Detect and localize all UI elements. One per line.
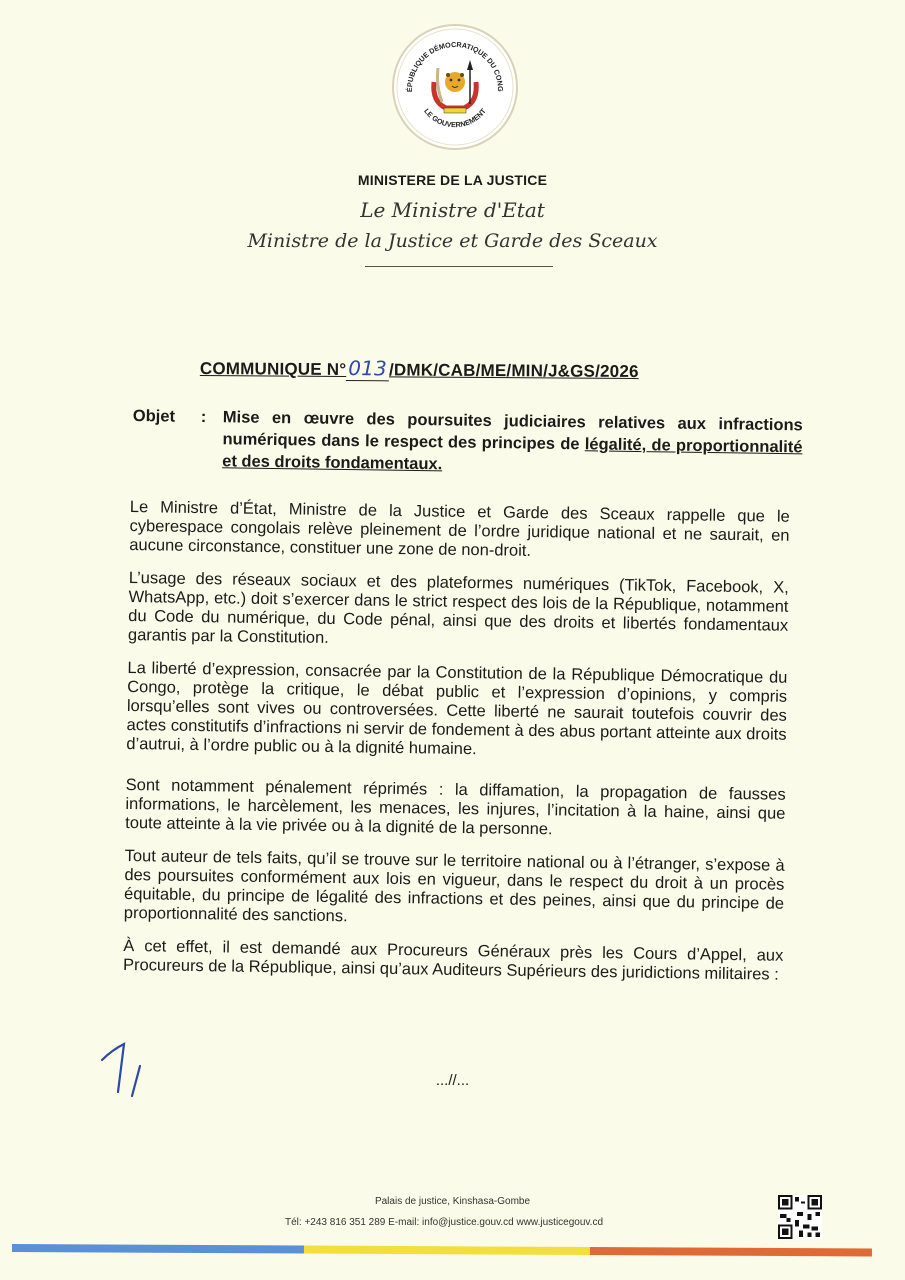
communique-number: 013 <box>346 356 389 381</box>
government-seal-graphic <box>390 22 520 152</box>
communique-reference: /DMK/CAB/ME/MIN/J&GS/2026 <box>388 360 639 382</box>
flag-bar-red <box>590 1247 872 1256</box>
seal-arc-bottom: LE GOUVERNEMENT <box>422 106 488 130</box>
flag-bar-yellow <box>304 1246 590 1255</box>
paragraph: Le Ministre d’État, Ministre de la Justice et Garde des Sceaux rappelle que le cyberespace congolais relève pleinement de l’ordre juridique national et ne saurait, en aucune circonstance, constituer une zone de non-droit. <box>129 498 790 560</box>
flag-color-bar <box>12 1244 872 1257</box>
subject-label: Objet <box>132 406 176 426</box>
footer-address: Palais de justice, Kinshasa-Gombe <box>374 1196 531 1207</box>
communique-heading <box>200 355 760 383</box>
handwritten-page-number-graphic <box>96 1040 156 1100</box>
paragraph: Sont notamment pénalement réprimés : la diffamation, la propagation de fausses informations, le harcèlement, les menaces, les injures, l’incitation à la haine, ainsi que toute atteinte à la vie privée ou à la dignité de la personne. <box>125 775 786 839</box>
subject-text-underlined: légalité, de proportionnalité et des droits fondamentaux. <box>222 435 803 474</box>
communique-prefix: COMMUNIQUE N° <box>199 358 347 380</box>
ministry-name: MINISTERE DE LA JUSTICE <box>357 172 548 188</box>
continuation-marker: ...//... <box>435 1072 470 1089</box>
flag-bar-blue <box>12 1244 304 1254</box>
subject-block <box>132 405 803 480</box>
minister-subtitle: Ministre de la Justice et Garde des Sceaux <box>247 230 658 252</box>
subject-text-main: Mise en œuvre des poursuites judiciaires relatives aux infractions numériques dans le respect des principes de <box>222 408 803 454</box>
seal-arc-top: ÉPUBLIQUE DÉMOCRATIQUE DU CONG <box>404 39 506 93</box>
handwritten-page-number <box>96 1040 156 1100</box>
paragraph: À cet effet, il est demandé aux Procureurs Généraux près les Cours d’Appel, aux Procureurs de la République, ainsi qu’aux Auditeurs Supérieurs des juridictions militaires : <box>122 936 784 984</box>
header-divider <box>365 266 553 267</box>
paragraph: L’usage des réseaux sociaux et des plateformes numériques (TikTok, Facebook, X, WhatsApp, etc.) doit s’exercer dans le strict respect des lois de la République, notamment du Code du numérique, du Code pénal, ainsi que des droits et libertés fondamentaux garantis par la Constitution. <box>127 568 789 647</box>
page-marker: 1/ <box>96 1040 97 1041</box>
government-seal <box>390 22 520 152</box>
subject-colon: : <box>200 407 207 427</box>
footer-contact: Tél: +243 816 351 289 E-mail: info@justice.gouv.cd www.justicegouv.cd <box>285 1217 604 1228</box>
communique-body <box>123 498 790 999</box>
subject-text <box>222 406 803 480</box>
minister-title: Le Ministre d'Etat <box>360 198 545 222</box>
qr-code-icon <box>778 1195 822 1239</box>
paragraph: Tout auteur de tels faits, qu’il se trouve sur le territoire national ou à l’étranger, s’expose à des poursuites conformément aux lois en vigueur, dans le respect du droit à un procès équitable, du principe de légalité des infractions et des peines, ainsi que du principe de proportionnalité des sanctions. <box>123 846 785 926</box>
paragraph: La liberté d’expression, consacrée par la Constitution de la République Démocratique du Congo, protège la critique, le débat public et l’expression d’opinions, y compris lorsqu’elles sont vives ou controversées. Cette liberté ne saurait toutefois couvrir des actes constitutifs d’infractions ni servir de fondement à des abus portant atteinte aux droits d’autrui, à l’ordre public ou à la dignité humaine. <box>126 658 788 759</box>
